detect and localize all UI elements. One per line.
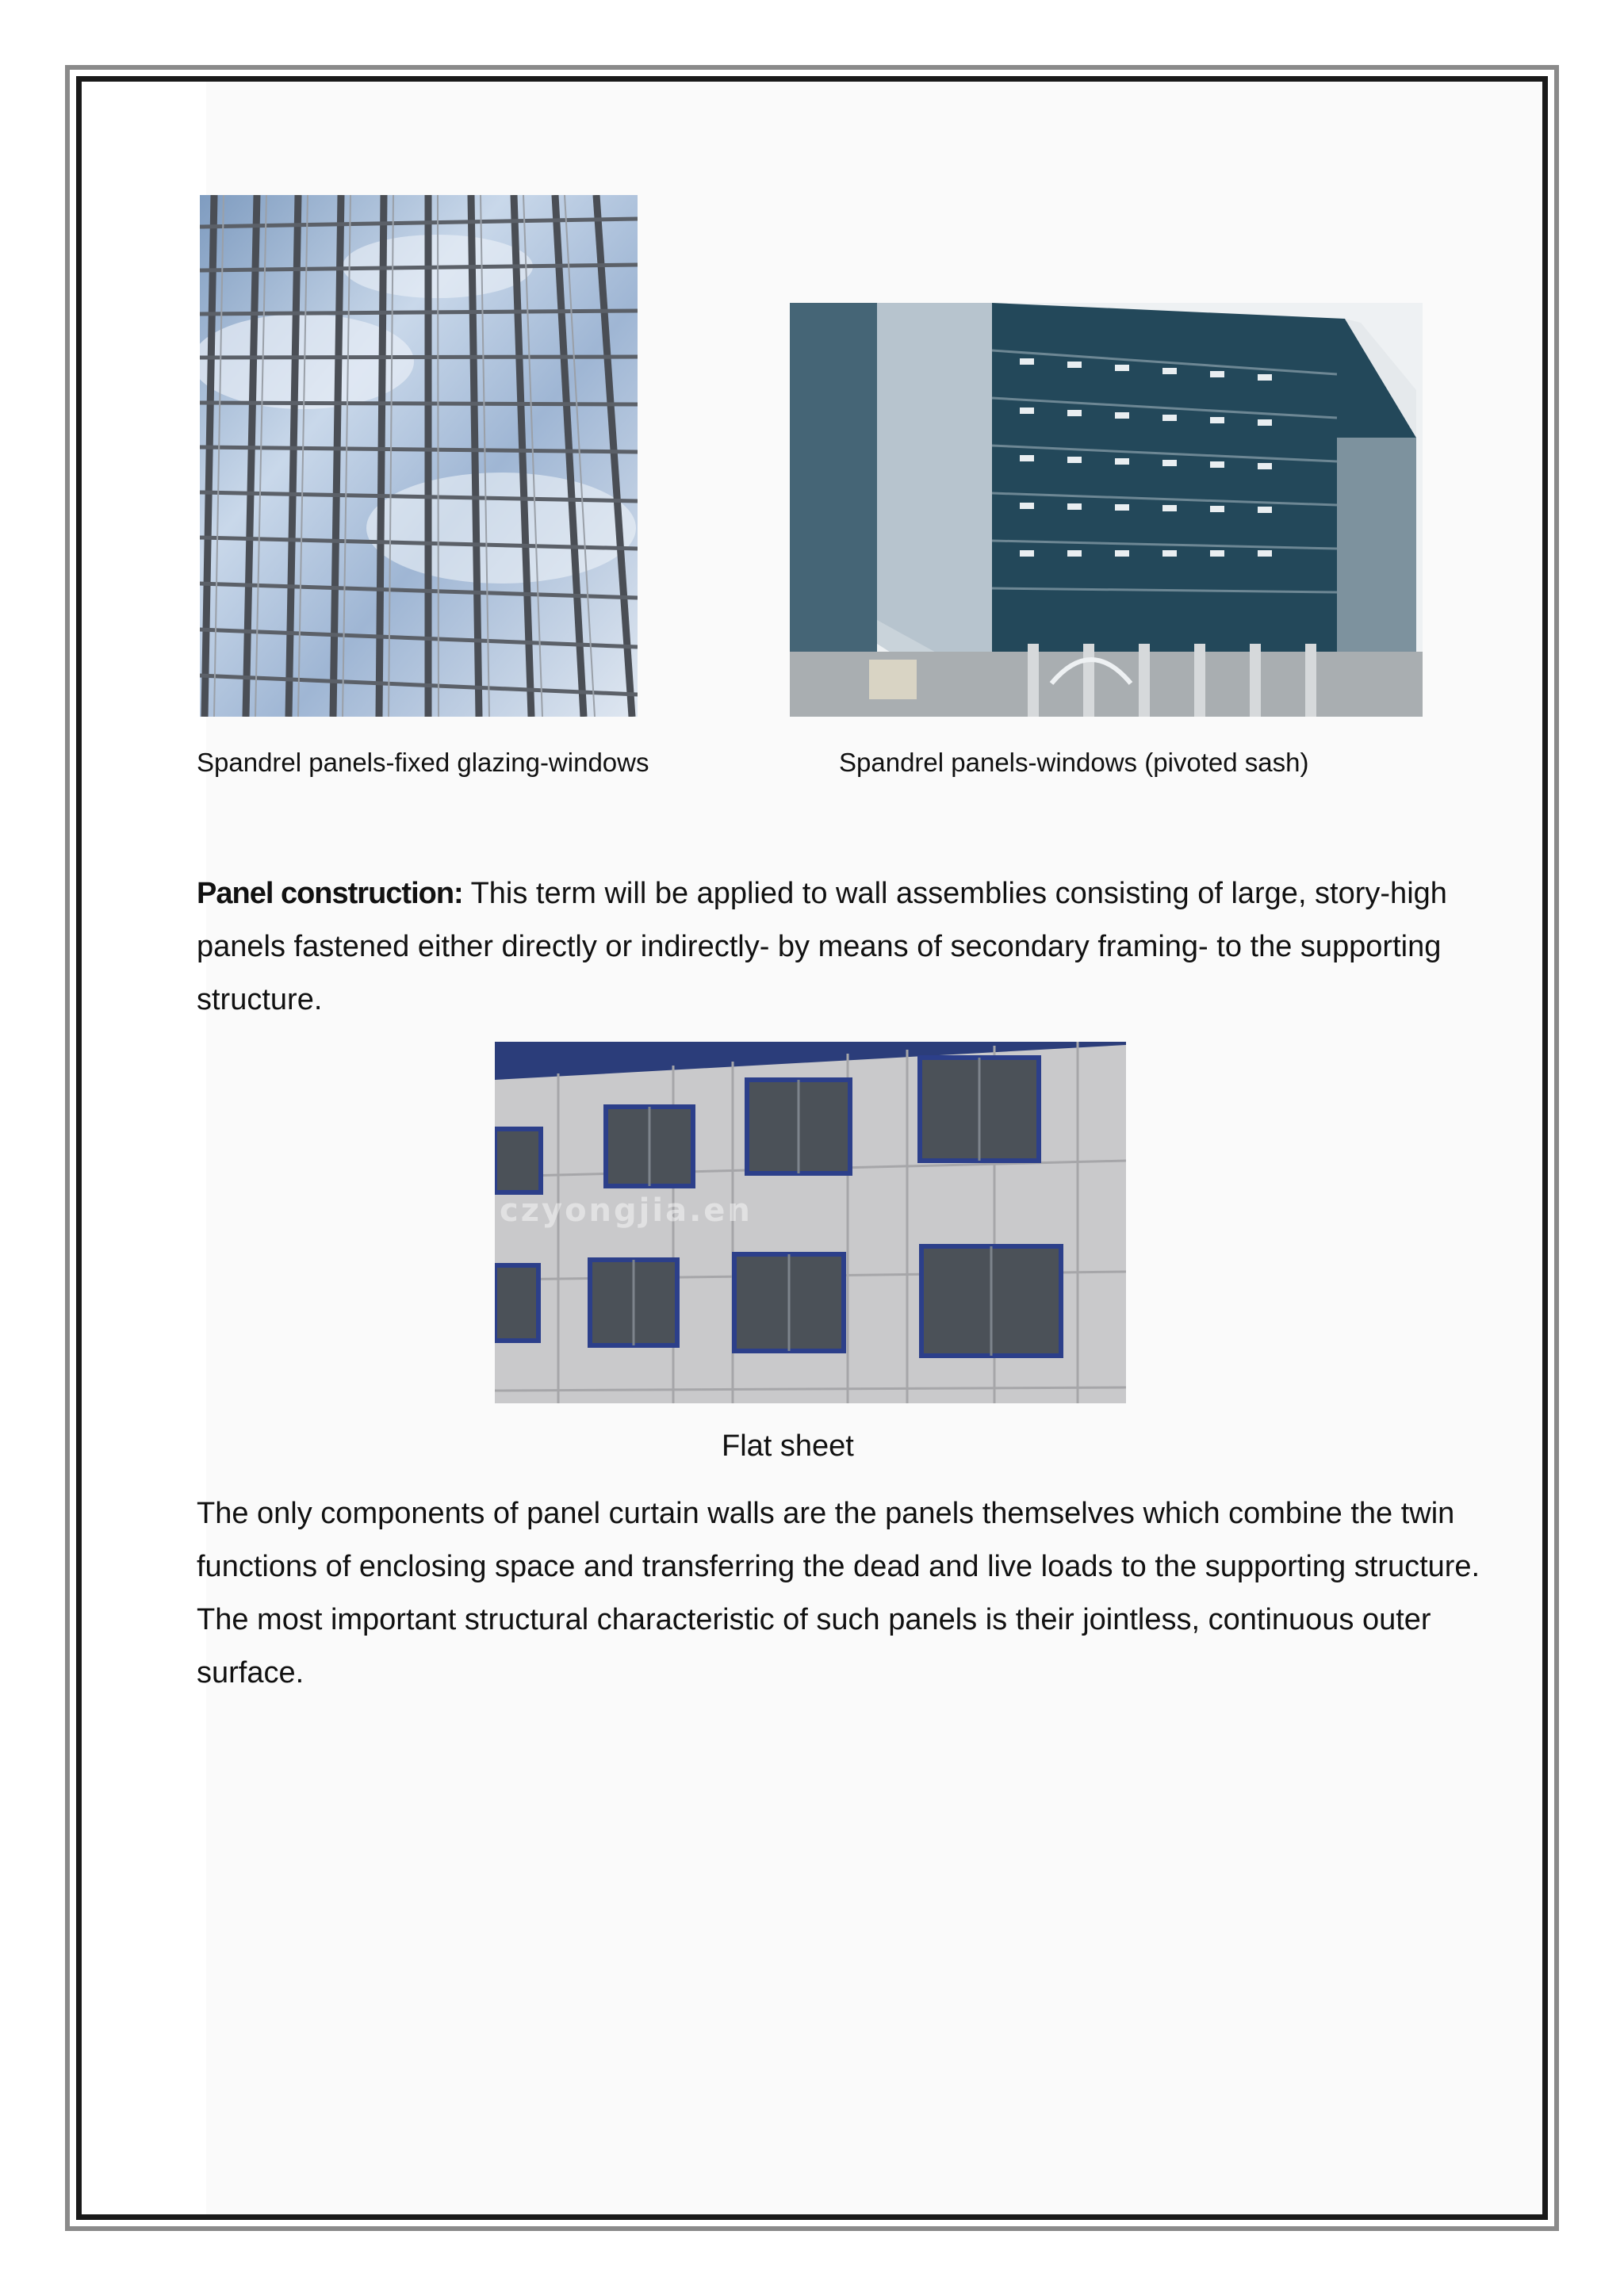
caption-fixed-glazing: Spandrel panels-fixed glazing-windows [197, 748, 649, 777]
panel-curtain-wall-paragraph: The only components of panel curtain walls are the panels themselves which combine the twin functions of enclosing space and transferring the dead and live loads to the supporting structure. The most important structural characteristic of such panels is their jointless, continuous outer surface. [197, 1497, 1480, 1689]
pivoted-sash-photo [790, 303, 1423, 717]
panel-construction-text: This term will be applied to wall assemblies consisting of large, story-high panels fastened either directly or indirectly- by means of secondary framing- to the supporting structure. [197, 877, 1447, 1016]
panel-construction-paragraph [197, 867, 1481, 1027]
flat-sheet-photo [495, 1042, 1126, 1403]
caption-pivoted-sash: Spandrel panels-windows (pivoted sash) [839, 748, 1309, 777]
watermark-text: czyongjia.en [500, 1192, 753, 1229]
caption-flat-sheet: Flat sheet [722, 1429, 854, 1463]
fixed-glazing-photo [200, 195, 638, 717]
panel-construction-term: Panel construction: [197, 877, 463, 910]
